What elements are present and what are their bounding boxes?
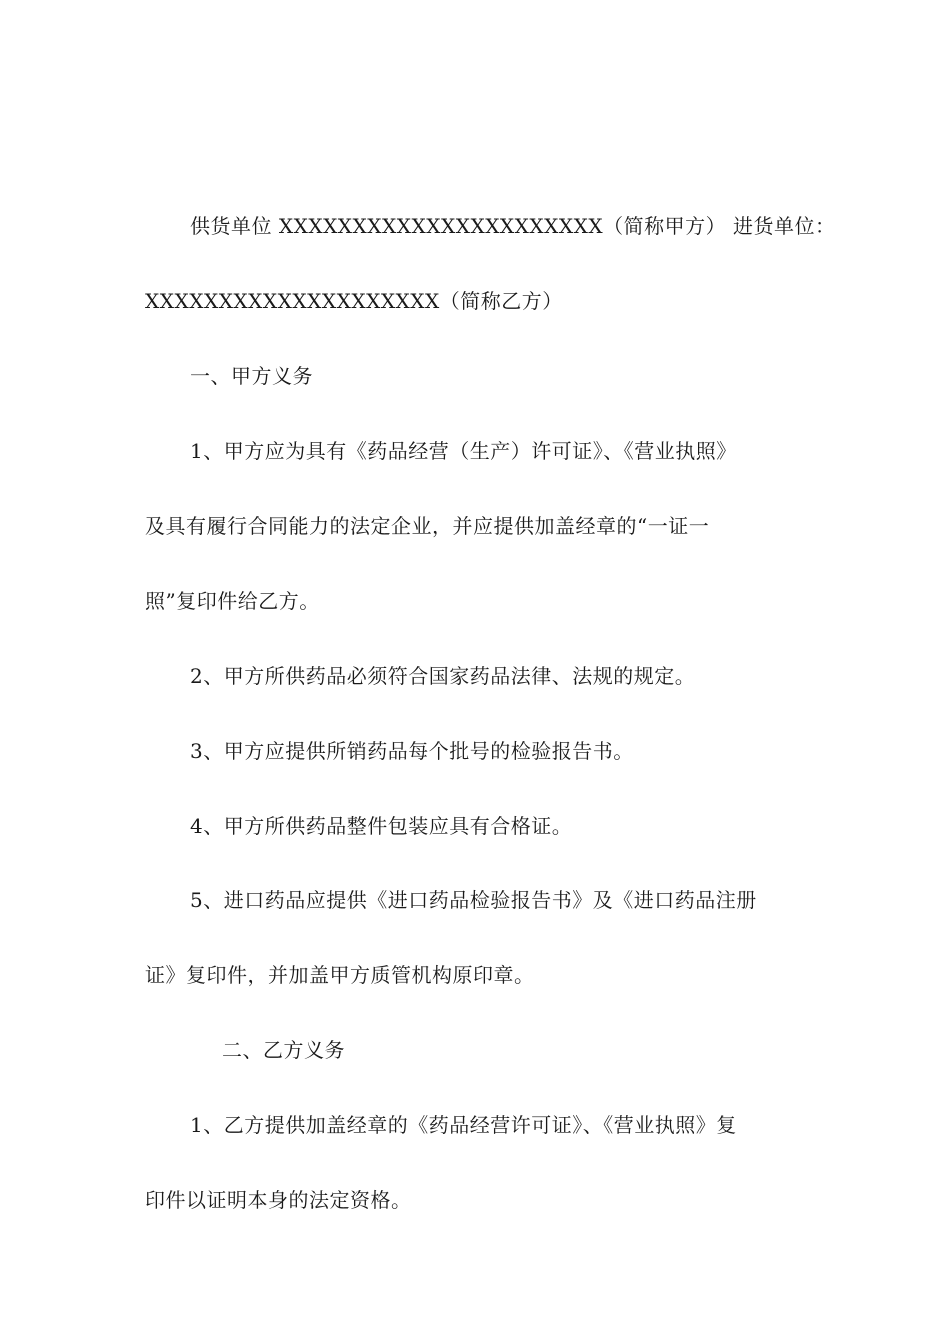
section-heading-party-b: 二、乙方义务: [222, 1038, 345, 1062]
clause-a5-line2: 证》复印件，并加盖甲方质管机构原印章。: [145, 963, 535, 987]
paragraph-supplier-line: 供货单位 XXXXXXXXXXXXXXXXXXXXXX（简称甲方） 进货单位：: [190, 214, 836, 238]
clause-a1-line2: 及具有履行合同能力的法定企业，并应提供加盖经章的“一证一: [145, 514, 710, 538]
clause-b1-line1: 1、乙方提供加盖经章的《药品经营许可证》、《营业执照》复: [190, 1113, 737, 1137]
clause-a2: 2、甲方所供药品必须符合国家药品法律、法规的规定。: [190, 664, 696, 688]
clause-b1-line2: 印件以证明本身的法定资格。: [145, 1188, 412, 1212]
section-heading-party-a: 一、甲方义务: [190, 364, 313, 388]
clause-a1-line3: 照”复印件给乙方。: [145, 589, 320, 613]
paragraph-buyer-line: XXXXXXXXXXXXXXXXXXXX（简称乙方）: [145, 289, 563, 313]
clause-a3: 3、甲方应提供所销药品每个批号的检验报告书。: [190, 739, 634, 763]
clause-a1-line1: 1、甲方应为具有《药品经营（生产）许可证》、《营业执照》: [190, 439, 737, 463]
clause-a5-line1: 5、进口药品应提供《进口药品检验报告书》及《进口药品注册: [190, 888, 757, 912]
clause-a4: 4、甲方所供药品整件包装应具有合格证。: [190, 814, 573, 838]
